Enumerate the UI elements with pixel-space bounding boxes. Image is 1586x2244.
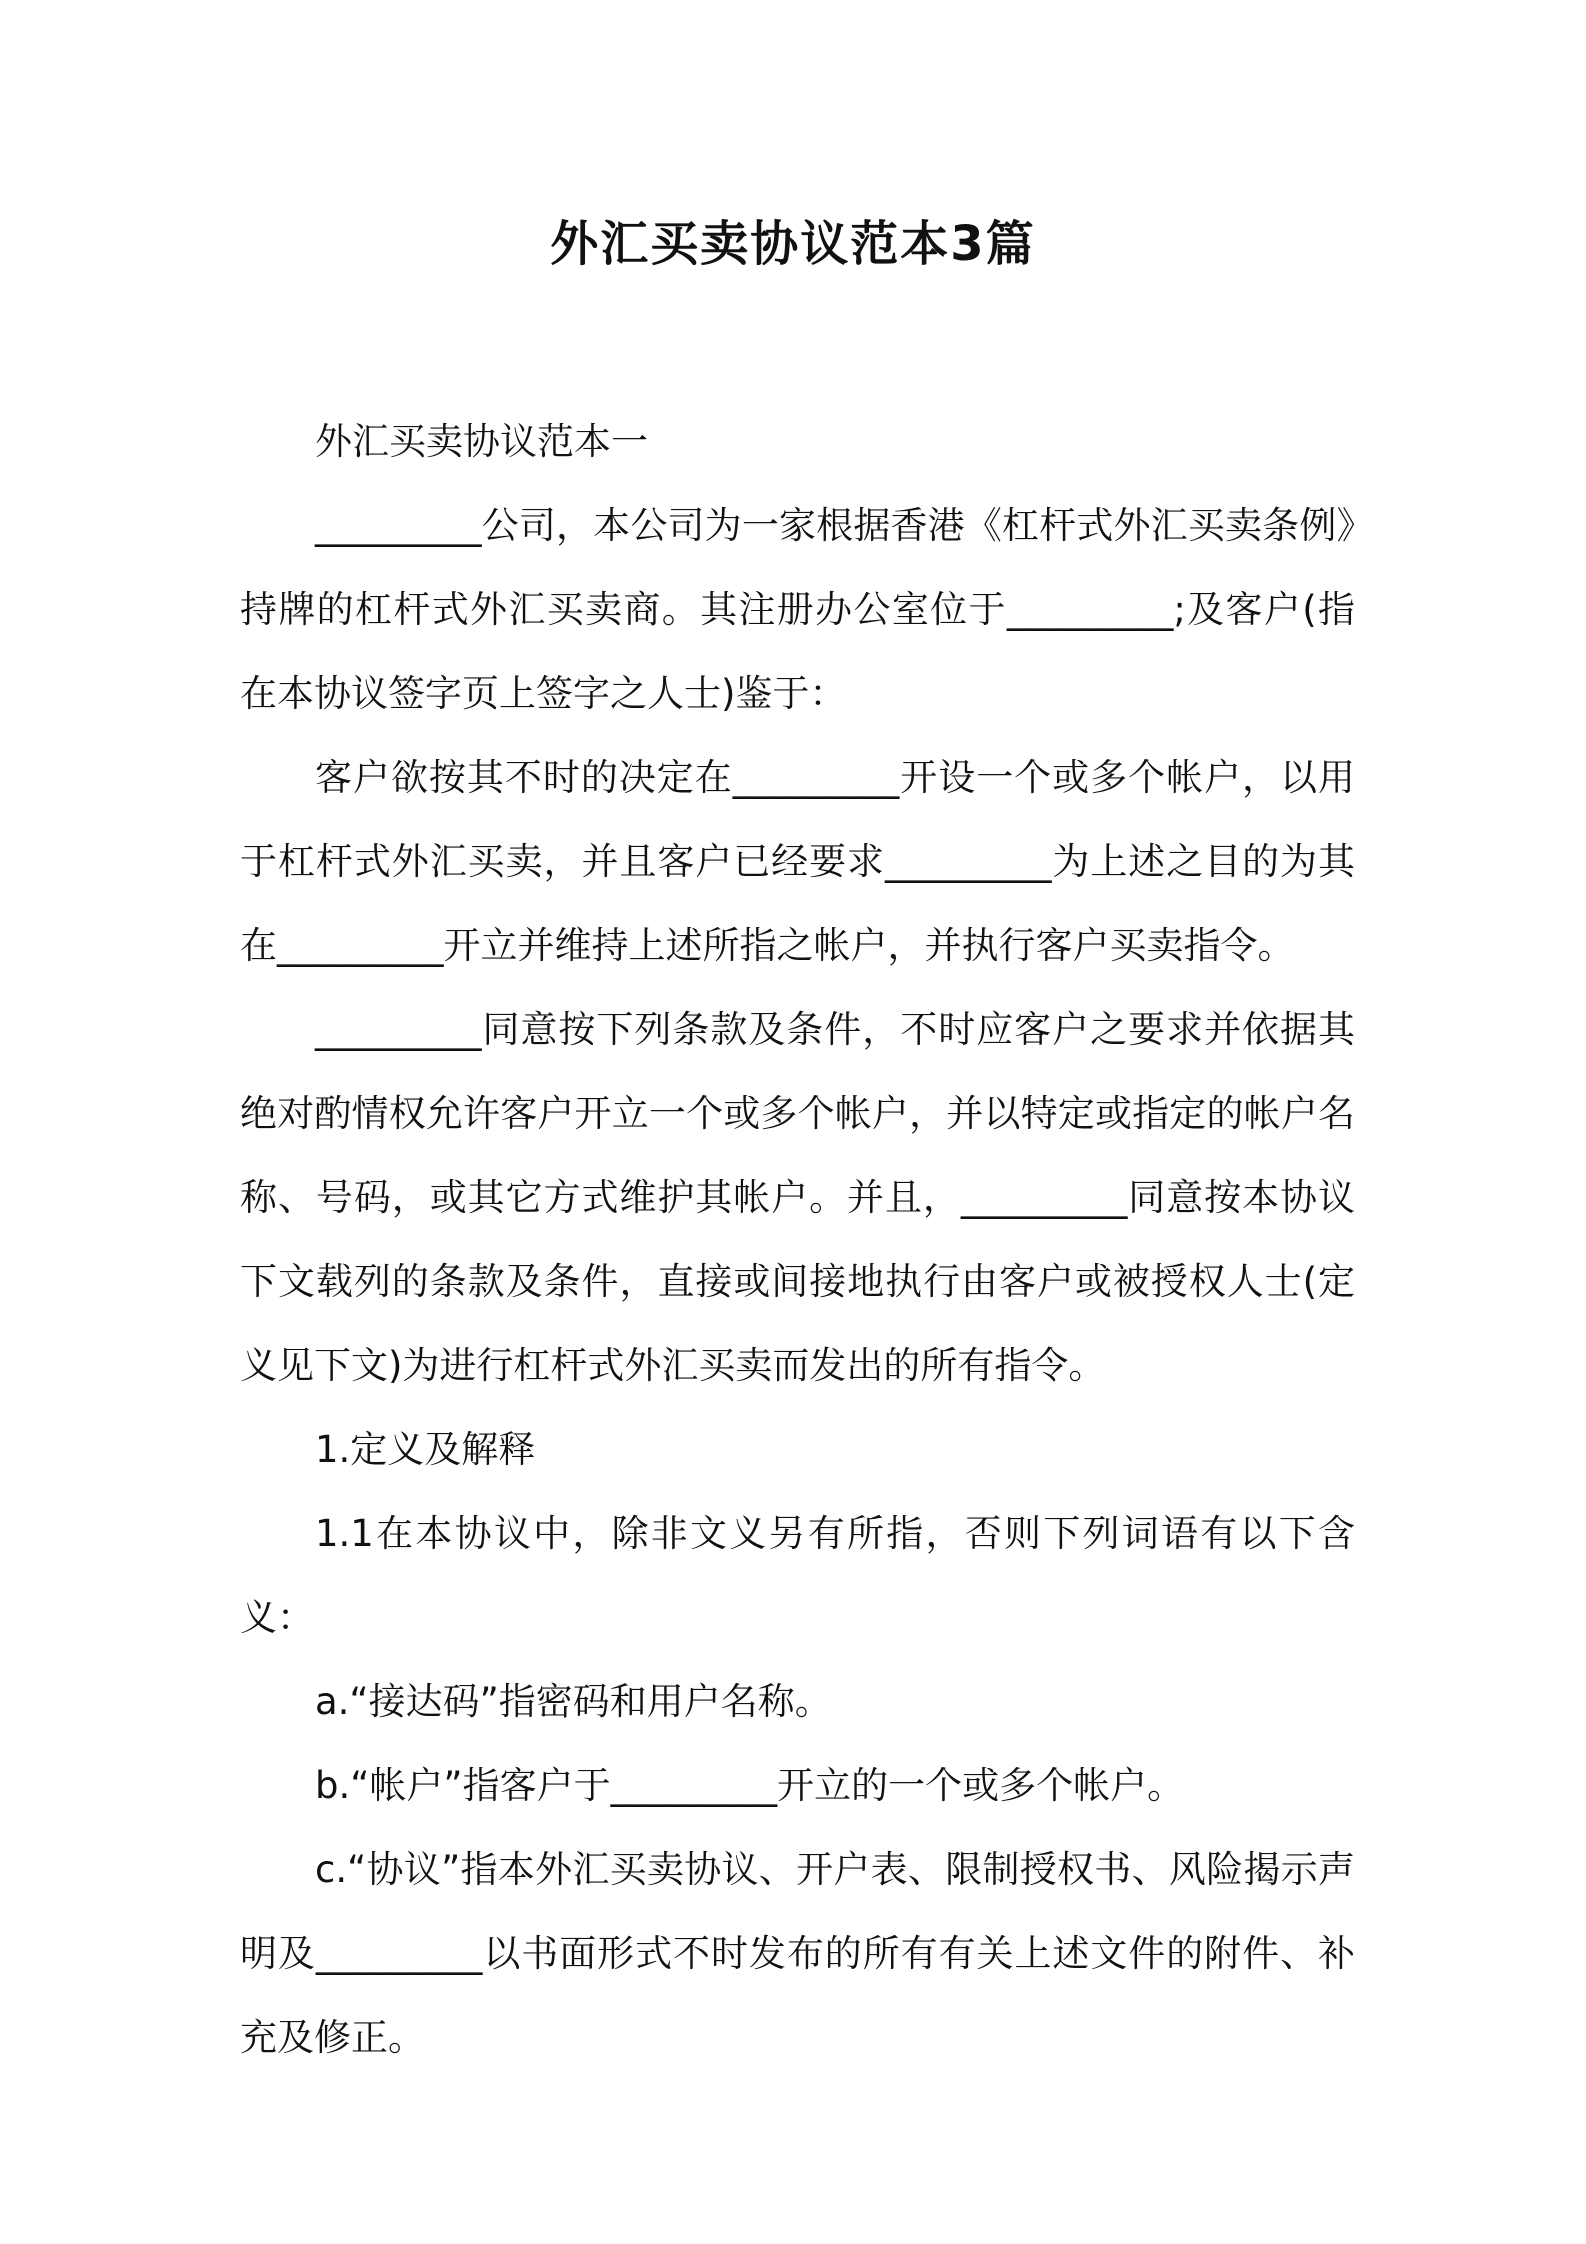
definition-a: a.“接达码”指密码和用户名称。 <box>315 1680 832 1723</box>
definition-b: b.“帐户”指客户于_________开立的一个或多个帐户。 <box>315 1764 1185 1807</box>
document-title: 外汇买卖协议范本3篇 <box>550 216 1036 272</box>
definition-c: c.“协议”指本外汇买卖协议、开户表、限制授权书、风险揭示声明及_________以书面形式不时发布的所有有关上述文件的附件、补充及修正。 <box>240 1848 1355 2059</box>
clause-1-1: 1.1在本协议中，除非文义另有所指，否则下列词语有以下含义： <box>240 1512 1355 1639</box>
paragraph-agreement-terms: _________同意按下列条款及条件，不时应客户之要求并依据其绝对酌情权允许客户开立一个或多个帐户，并以特定或指定的帐户名称、号码，或其它方式维护其帐户。并且，_________同意按本协议下文载列的条款及条件，直接或间接地执行由客户或被授权人士(定义见下文)为进行杠杆式外汇买卖而发出的所有指令。 <box>240 1008 1355 1387</box>
document-body <box>240 400 1355 2080</box>
paragraph-client-accounts: 客户欲按其不时的决定在_________开设一个或多个帐户，以用于杠杆式外汇买卖，并且客户已经要求_________为上述之目的为其在_________开立并维持上述所指之帐户，并执行客户买卖指令。 <box>240 756 1355 967</box>
paragraph-company-intro: _________公司，本公司为一家根据香港《杠杆式外汇买卖条例》持牌的杠杆式外汇买卖商。其注册办公室位于_________;及客户(指在本协议签字页上签字之人士)鉴于： <box>240 504 1355 715</box>
section-heading-template-one: 外汇买卖协议范本一 <box>315 420 648 463</box>
section-heading-definitions: 1.定义及解释 <box>315 1428 536 1471</box>
